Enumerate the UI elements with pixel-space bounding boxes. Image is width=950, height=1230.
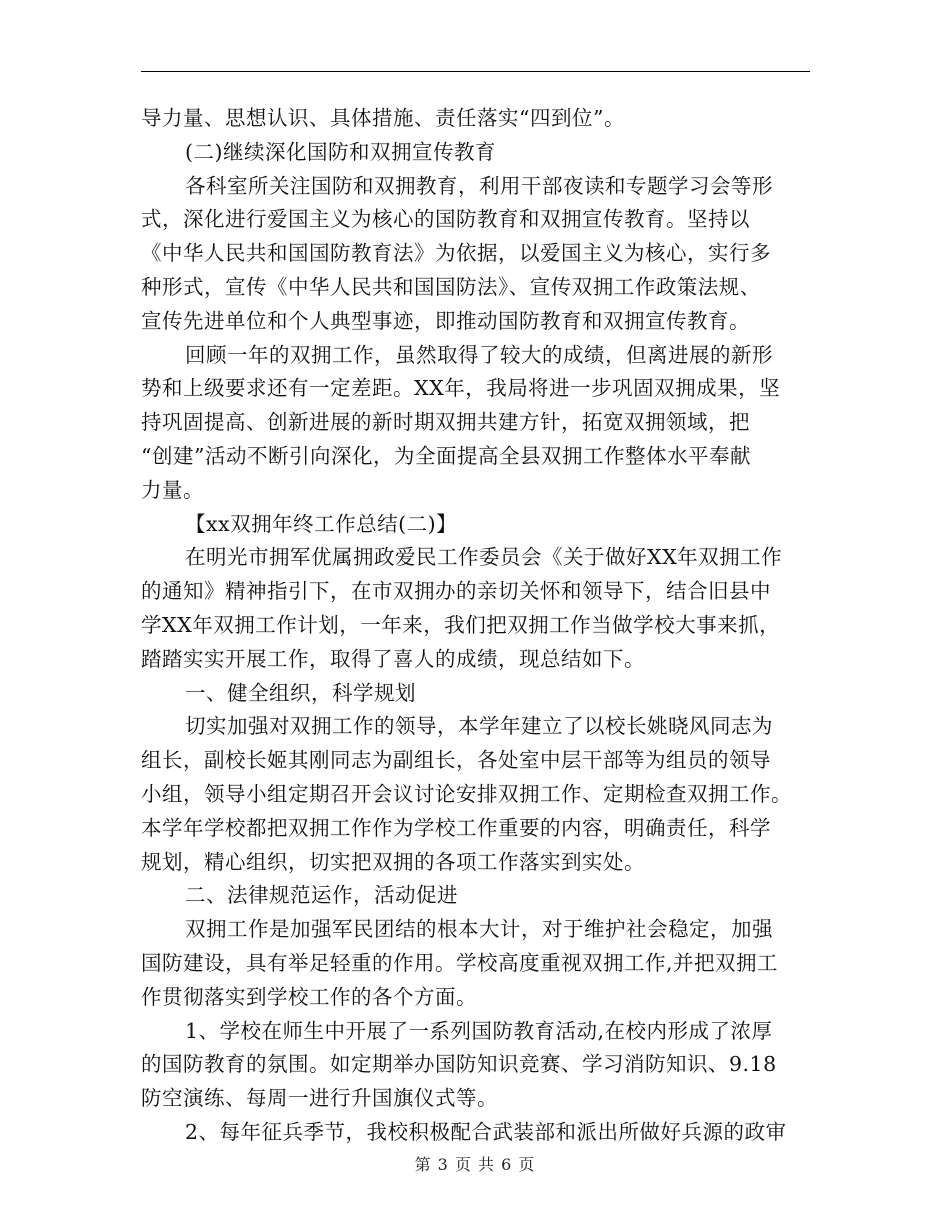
text-line: 双拥工作是加强军民团结的根本大计，对于维护社会稳定，加强 (185, 917, 773, 942)
document-body (141, 102, 813, 1150)
page-number: 第 3 页 共 6 页 (414, 1155, 536, 1174)
text-line: 【xx双拥年终工作总结(二)】 (185, 511, 458, 536)
text-line: 组长，副校长姬其刚同志为副组长，各处室中层干部等为组员的领导 (141, 748, 771, 773)
text-line: 踏踏实实开展工作，取得了喜人的成绩，现总结如下。 (141, 646, 645, 671)
text-line: 一、健全组织，科学规划 (185, 680, 416, 705)
text-line: 宣传先进单位和个人典型事迹，即推动国防教育和双拥宣传教育。 (141, 308, 750, 333)
text-line: 1、学校在师生中开展了一系列国防教育活动,在校内形成了浓厚 (185, 1018, 773, 1043)
text-line: 《中华人民共和国国防教育法》为依据，以爱国主义为核心，实行多 (141, 241, 771, 266)
header-rule (141, 71, 810, 72)
text-line: 的通知》精神指引下，在市双拥办的亲切关怀和领导下，结合旧县中 (141, 579, 771, 604)
text-line: 规划，精心组织，切实把双拥的各项工作落实到实处。 (141, 849, 645, 874)
text-line: 各科室所关注国防和双拥教育，利用干部夜读和专题学习会等形 (185, 173, 773, 198)
text-line: “创建”活动不断引向深化，为全面提高全县双拥工作整体水平奉献 (141, 443, 751, 468)
text-line: 2、每年征兵季节，我校积极配合武装部和派出所做好兵源的政审 (185, 1119, 787, 1144)
text-line: 防空演练、每周一进行升国旗仪式等。 (141, 1086, 498, 1111)
text-line: 回顾一年的双拥工作，虽然取得了较大的成绩，但离进展的新形 (185, 342, 773, 367)
text-line: 力量。 (141, 477, 204, 502)
text-line: 在明光市拥军优属拥政爱民工作委员会《关于做好XX年双拥工作 (185, 545, 783, 570)
text-line: (二)继续深化国防和双拥宣传教育 (185, 139, 496, 164)
text-line: 种形式，宣传《中华人民共和国国防法》、宣传双拥工作政策法规、 (141, 274, 761, 299)
text-line: 势和上级要求还有一定差距。XX年，我局将进一步巩固双拥成果，坚 (141, 376, 781, 401)
text-line: 作贯彻落实到学校工作的各个方面。 (141, 984, 477, 1009)
text-line: 国防建设，具有举足轻重的作用。学校高度重视双拥工作,并把双拥工 (141, 950, 779, 975)
text-line: 的国防教育的氛围。如定期举办国防知识竞赛、学习消防知识、9.18 (141, 1052, 777, 1077)
text-line: 本学年学校都把双拥工作作为学校工作重要的内容，明确责任，科学 (141, 815, 771, 840)
text-line: 式，深化进行爱国主义为核心的国防教育和双拥宣传教育。坚持以 (141, 207, 750, 232)
text-line: 二、法律规范运作，活动促进 (185, 883, 458, 908)
text-line: 导力量、思想认识、具体措施、责任落实“四到位”。 (141, 106, 625, 130)
text-line: 持巩固提高、创新进展的新时期双拥共建方针，拓宽双拥领域，把 (141, 410, 750, 435)
text-line: 切实加强对双拥工作的领导，本学年建立了以校长姚晓风同志为 (185, 714, 773, 739)
text-line: 小组，领导小组定期召开会议讨论安排双拥工作、定期检查双拥工作。 (141, 781, 792, 806)
text-line: 学XX年双拥工作计划，一年来，我们把双拥工作当做学校大事来抓， (141, 612, 781, 637)
